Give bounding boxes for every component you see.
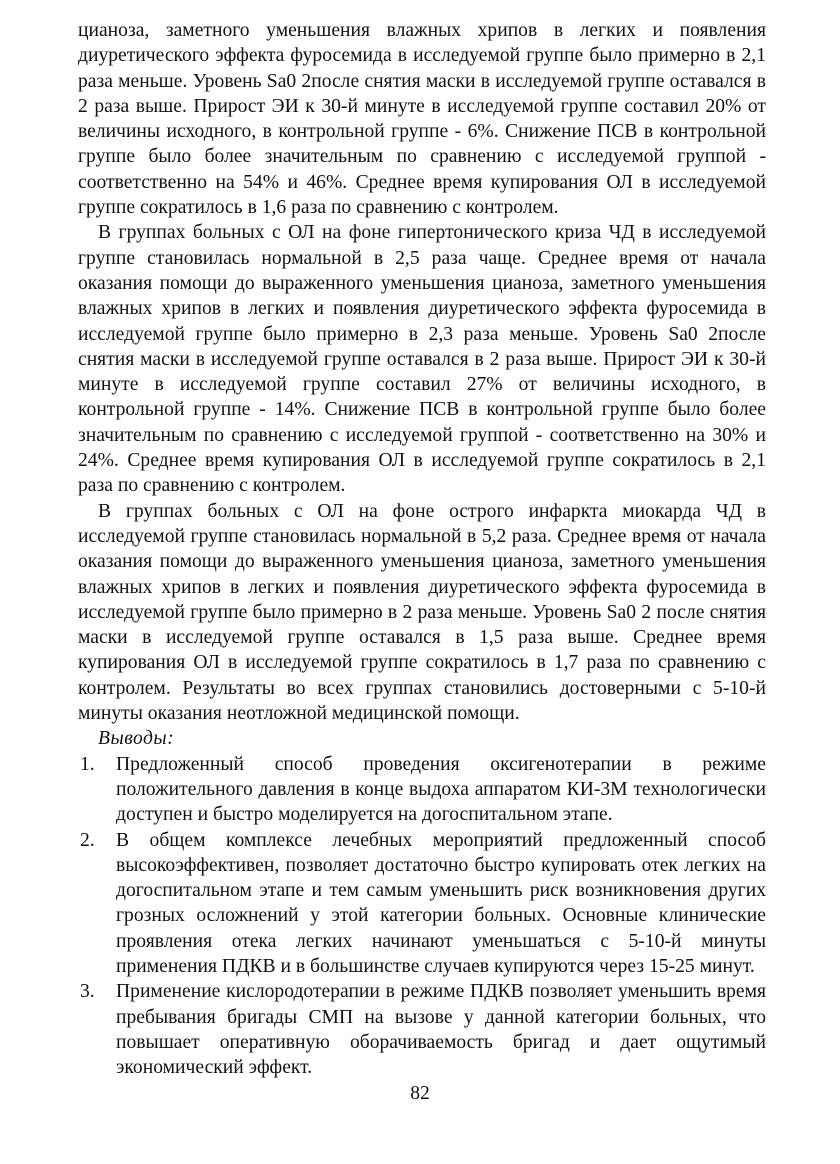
list-item-number: 2. bbox=[80, 829, 95, 851]
list-item-text: В общем комплексе лечебных мероприятий предложенный способ высокоэффективен, позволяет достаточно быстро купировать отек легких на догоспитальном этапе и тем самым уменьшить риск возникновения других грозных осложнений у этой категории больных. Основные клинические проявления отека легких начинают уменьшаться с 5-10-й минуты применения ПДКВ и в большинстве случаев купируются через 15-25 минут. bbox=[116, 829, 766, 977]
list-item bbox=[78, 752, 766, 828]
conclusions-list bbox=[78, 752, 766, 1081]
list-item bbox=[78, 828, 766, 980]
paragraph-myocardial-infarction: В группах больных с ОЛ на фоне острого инфаркта миокарда ЧД в исследуемой группе становилась нормальной в 5,2 раза. Среднее время от начала оказания помощи до выраженного уменьшения цианоза, заметного уменьшения влажных хрипов в легких и появления диуретического эффекта фуросемида в исследуемой группе было примерно в 2 раза меньше. Уровень Sa0 2 после снятия маски в исследуемой группе оставался в 1,5 раза выше. Среднее время купирования ОЛ в исследуемой группе сократилось в 1,7 раза по сравнению с контролем. Результаты во всех группах становились достоверными с 5-10-й минуты оказания неотложной медицинской помощи. bbox=[78, 500, 766, 725]
paragraph-hypertensive-crisis: В группах больных с ОЛ на фоне гипертонического криза ЧД в исследуемой группе становилась нормальной в 2,5 раза чаще. Среднее время от начала оказания помощи до выраженного уменьшения цианоза, заметного уменьшения влажных хрипов в легких и появления диуретического эффекта фуросемида в исследуемой группе было примерно в 2,3 раза меньше. Уровень Sa0 2после снятия маски в исследуемой группе оставался в 2 раза выше. Прирост ЭИ к 30-й минуте в исследуемой группе составил 27% от величины исходного, в контрольной группе - 14%. Снижение ПСВ в контрольной группе было более значительным по сравнению с исследуемой группой - соответственно на 30% и 24%. Среднее время купирования ОЛ в исследуемой группе сократилось в 2,1 раза по сравнению с контролем. bbox=[78, 222, 766, 497]
document-page bbox=[78, 18, 766, 1080]
conclusions-heading: Выводы: bbox=[98, 728, 175, 750]
paragraph-continuation: цианоза, заметного уменьшения влажных хрипов в легких и появления диуретического эффекта фуросемида в исследуемой группе было примерно в 2,1 раза меньше. Уровень Sa0 2после снятия маски в исследуемой группе оставался в 2 раза выше. Прирост ЭИ к 30-й минуте в исследуемой группе составил 20% от величины исходного, в контрольной группе - 6%. Снижение ПСВ в контрольной группе было более значительным по сравнению с исследуемой группой - соответственно на 54% и 46%. Среднее время купирования ОЛ в исследуемой группе сократилось в 1,6 раза по сравнению с контролем. bbox=[78, 20, 766, 219]
list-item-number: 3. bbox=[80, 981, 95, 1003]
list-item-text: Применение кислородотерапии в режиме ПДКВ позволяет уменьшить время пребывания бригады СМП на вызове у данной категории больных, что повышает оперативную оборачиваемость бригад и дает ощутимый экономический эффект. bbox=[116, 981, 766, 1079]
list-item bbox=[78, 979, 766, 1080]
list-item-number: 1. bbox=[80, 753, 95, 775]
list-item-text: Предложенный способ проведения оксигенотерапии в режиме положительного давления в конце выдоха аппаратом КИ-3М технологически доступен и быстро моделируется на догоспитальном этапе. bbox=[116, 753, 766, 826]
page-number: 82 bbox=[410, 1083, 430, 1104]
